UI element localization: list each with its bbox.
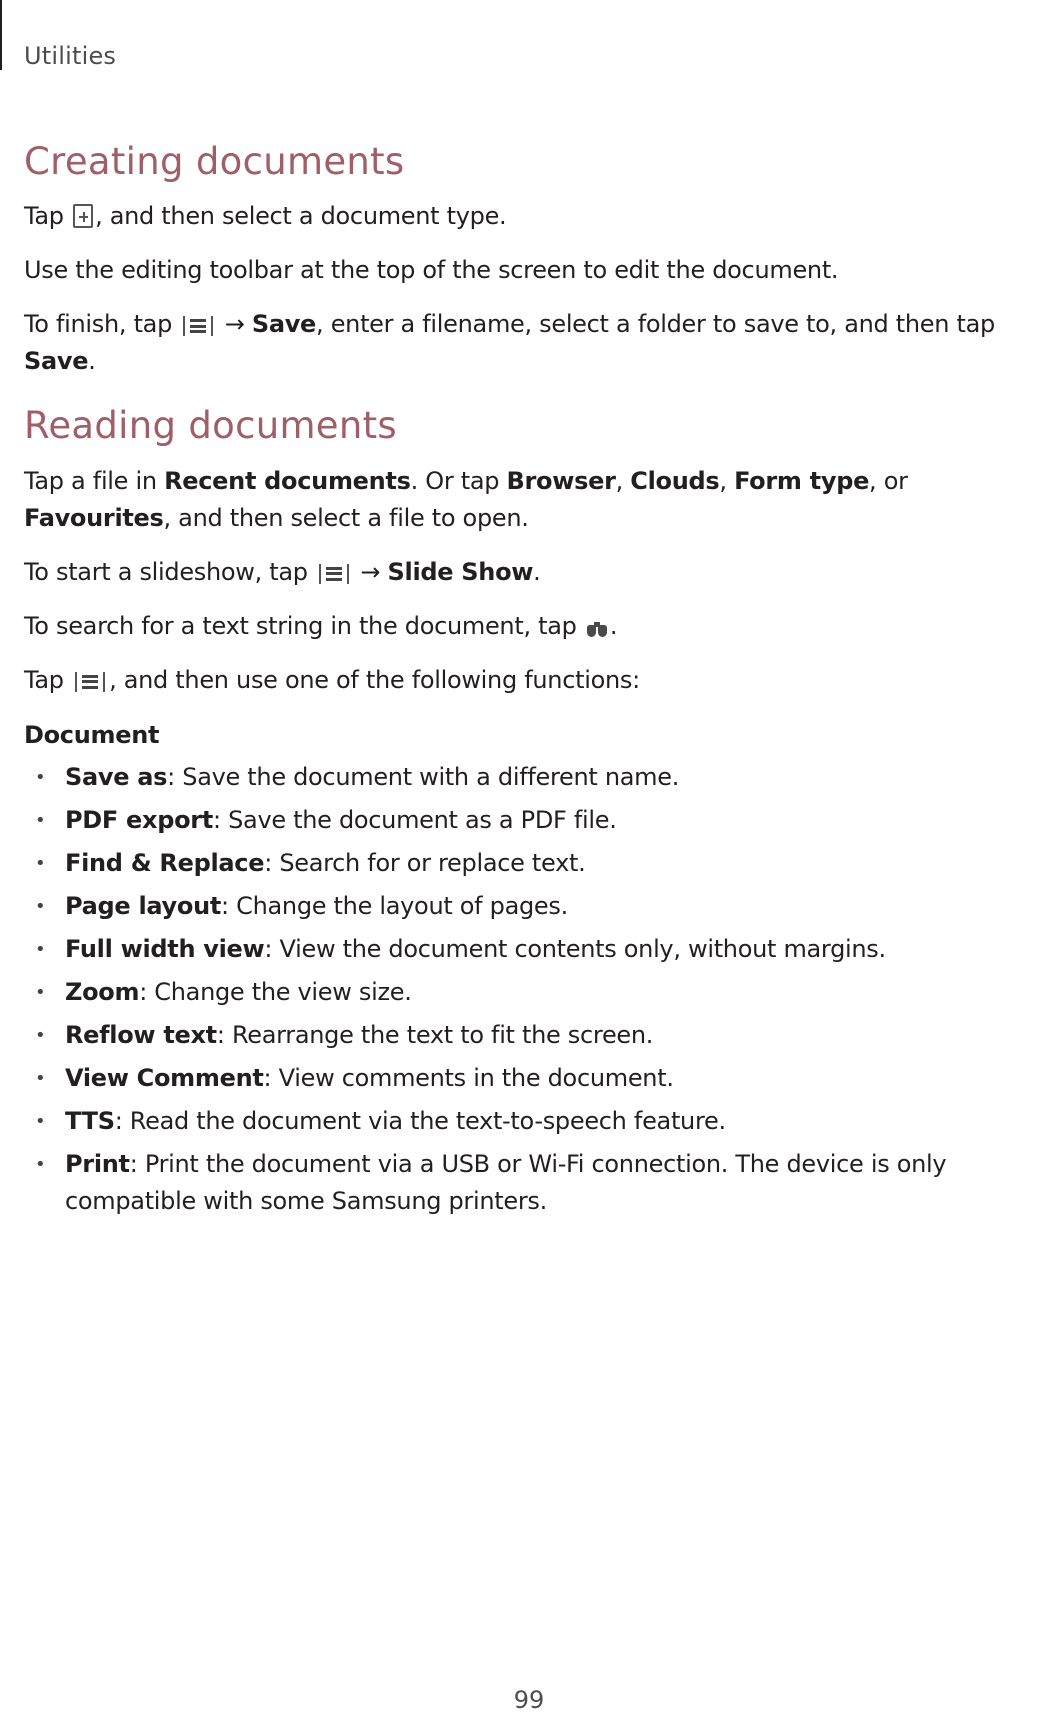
list-item [24, 931, 1048, 968]
new-document-icon [73, 204, 93, 228]
creating-documents-heading: Creating documents [24, 140, 405, 183]
text-fragment: . [609, 611, 618, 640]
function-term: PDF export [65, 805, 213, 834]
text-fragment: . [533, 557, 541, 586]
reading-documents-heading: Reading documents [24, 404, 398, 448]
text-fragment: , and then use one of the following functions: [109, 665, 640, 694]
function-description: : View the document contents only, without margins. [264, 934, 886, 963]
list-item [24, 1017, 1048, 1054]
reading-paragraph-1 [24, 463, 1048, 537]
recent-documents-term: Recent documents [164, 466, 411, 495]
menu-icon [183, 316, 213, 336]
bullet: • [35, 1110, 46, 1132]
text-fragment: , enter a filename, select a folder to save to, and then tap [316, 310, 995, 339]
document-subheading: Document [24, 720, 160, 749]
page-content [24, 140, 1048, 1226]
save-term: Save [251, 310, 317, 339]
text-fragment: , [719, 466, 735, 495]
bullet: • [35, 1067, 46, 1089]
favourites-term: Favourites [24, 503, 164, 532]
function-description: : Save the document with a different name. [167, 762, 680, 791]
function-description: : Print the document via a USB or Wi-Fi connection. The device is only compatible with some Samsung printers. [65, 1149, 947, 1215]
text-fragment: Tap [24, 665, 72, 694]
reading-paragraph-3 [24, 608, 1048, 645]
slide-show-term: Slide Show [387, 557, 534, 586]
function-description: : Search for or replace text. [264, 848, 586, 877]
text-fragment: . [88, 347, 96, 376]
menu-icon [75, 672, 105, 692]
creating-paragraph-3 [24, 306, 1048, 380]
clouds-term: Clouds [630, 466, 720, 495]
bullet: • [35, 852, 46, 874]
reading-paragraph-2 [24, 554, 1048, 591]
text-fragment: , and then select a file to open. [163, 503, 529, 532]
text-fragment: , or [869, 466, 908, 495]
function-description: : Save the document as a PDF file. [213, 805, 617, 834]
arrow-text: → [353, 557, 388, 586]
function-description: : Change the layout of pages. [221, 891, 568, 920]
menu-icon [319, 564, 349, 584]
function-term: Page layout [65, 891, 222, 920]
function-term: Reflow text [65, 1020, 217, 1049]
bullet: • [35, 1153, 46, 1175]
creating-paragraph-2: Use the editing toolbar at the top of the screen to edit the document. [24, 256, 839, 285]
text-fragment: To search for a text string in the document, tap [24, 611, 584, 640]
function-description: : Change the view size. [139, 977, 412, 1006]
browser-term: Browser [506, 466, 616, 495]
function-description: : Read the document via the text-to-speech feature. [114, 1106, 726, 1135]
function-term: Zoom [65, 977, 140, 1006]
function-term: View Comment [65, 1063, 264, 1092]
list-item [24, 1146, 1048, 1220]
bullet: • [35, 809, 46, 831]
text-fragment: To finish, tap [24, 310, 180, 339]
reading-paragraph-4 [24, 662, 1048, 699]
form-type-term: Form type [734, 466, 870, 495]
text-fragment: . Or tap [410, 466, 507, 495]
header-rule [0, 0, 2, 70]
function-term: Print [65, 1149, 130, 1178]
page-number: 99 [513, 1686, 545, 1714]
arrow-text: → [217, 310, 252, 339]
creating-paragraph-1 [24, 198, 1048, 235]
save-term: Save [24, 347, 89, 376]
function-description: : View comments in the document. [263, 1063, 674, 1092]
list-item [24, 759, 1048, 796]
text-fragment: Tap a file in [24, 466, 165, 495]
bullet: • [35, 766, 46, 788]
text-fragment: Tap [24, 202, 72, 231]
list-item [24, 802, 1048, 839]
list-item [24, 1060, 1048, 1097]
text-fragment: , and then select a document type. [95, 202, 507, 231]
function-term: Full width view [65, 934, 265, 963]
list-item [24, 974, 1048, 1011]
binoculars-icon [586, 616, 608, 638]
list-item [24, 1103, 1048, 1140]
list-item [24, 845, 1048, 882]
bullet: • [35, 938, 46, 960]
document-functions-list [24, 759, 1048, 1220]
function-term: TTS [65, 1106, 115, 1135]
list-item [24, 888, 1048, 925]
bullet: • [35, 981, 46, 1003]
function-term: Save as [65, 762, 168, 791]
text-fragment: , [615, 466, 631, 495]
text-fragment: To start a slideshow, tap [24, 557, 316, 586]
bullet: • [35, 895, 46, 917]
function-description: : Rearrange the text to fit the screen. [216, 1020, 654, 1049]
function-term: Find & Replace [65, 848, 265, 877]
section-label: Utilities [24, 42, 117, 70]
bullet: • [35, 1024, 46, 1046]
